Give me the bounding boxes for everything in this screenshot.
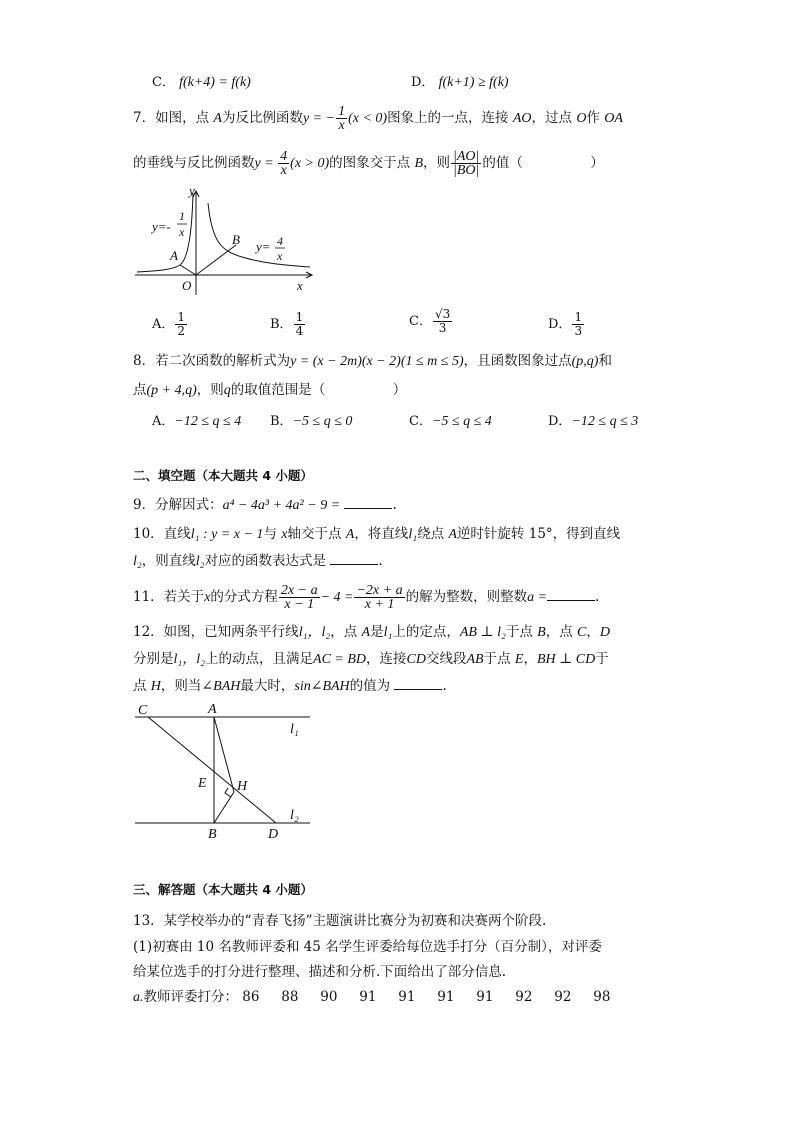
q13-teacher-scores: a.教师评委打分： 86 88 90 91 91 91 91 92 92 98 [133,988,615,1007]
right-hyperbola [208,203,310,267]
q13-line-1: 13．某学校举办的“青春飞扬”主题演讲比赛分为初赛和决赛两个阶段. [133,913,547,929]
right-curve-label: y= [256,239,271,254]
graph-origin-label: O [182,278,192,293]
q7-graph [132,183,322,298]
score-cell: 91 [476,989,494,1005]
fig-label-B: B [208,827,217,840]
fig-label-E: E [198,776,207,791]
q7-option-b[interactable]: B． $\frac{1}{4}$ [270,310,304,338]
q7-option-d[interactable]: D． $\frac{1}{3}$ [548,310,583,338]
q9-answer-blank[interactable] [344,496,392,509]
q12-answer-blank[interactable] [394,677,442,690]
section-2-title: 二、填空题（本大题共 4 小题） [133,468,313,483]
q7-frac-1-over-x: $\frac{1}{x}$ [338,104,346,133]
score-cell: 92 [515,989,533,1005]
q13-line-2: (1)初赛由 10 名教师评委和 45 名学生评委给每位选手打分（百分制），对评委 [133,939,602,955]
q10-answer-blank[interactable] [330,552,378,565]
q12-line-2: 分别是l₁，l₂上的动点，且满足AC = BD，连接CD交线段AB于点 E，BH ⊥ CD于 [133,651,609,667]
q9: 9．分解因式：a⁴ − 4a³ + 4a² − 9 = . [133,497,397,513]
q7-option-c[interactable]: C． $\frac{√3}{3}$ [409,307,451,335]
q7-ratio: $\frac{|AO|}{|BO|}$ [453,149,480,178]
fig-label-C: C [138,703,148,718]
q6-option-d[interactable]: D． f(k+1) ≥ f(k) [411,75,509,90]
fig-label-H: H [237,779,248,794]
score-cell: 86 [242,989,260,1005]
segment-OB [196,245,236,275]
q10-line-2: l₂，则直线l₂对应的函数表达式是 . [133,553,383,569]
q12-line-3: 点 H，则当∠BAH最大时，sin∠BAH的值为 . [133,678,447,694]
score-cell: 98 [593,989,611,1005]
q7-line-2: 的垂线与反比例函数y = $\frac{4}{x}$ (x > 0)的图象交于点 B，则 $\frac{|AO|}{|BO|}$ 的值（ ） [133,149,604,178]
score-cell: 91 [398,989,416,1005]
q7-frac-4-over-x: $\frac{4}{x}$ [280,149,288,178]
q8-line-2: 点(p + 4,q)，则q的取值范围是（ ） [133,382,407,398]
score-cell: 92 [554,989,572,1005]
score-cell: 88 [281,989,299,1005]
fig-label-l1: l₁ [290,722,299,737]
left-curve-num: 1 [179,209,185,223]
graph-point-B: B [232,232,240,247]
segment-CD [148,717,276,823]
fig-label-l2: l₂ [290,808,299,823]
q10-line-1: 10．直线l₁ : y = x − 1与 x轴交于点 A，将直线l₁绕点 A逆时针旋转 15°，得到直线 [133,526,621,542]
q8-option-c[interactable]: C．−5 ≤ q ≤ 4 [409,414,492,429]
graph-x-label: x [297,278,303,293]
section-3-title: 三、解答题（本大题共 4 小题） [133,882,313,897]
score-cell: 91 [437,989,455,1005]
q11: 11．若关于x的分式方程 $\frac{2x - a}{x - 1}$ − 4 = $\frac{-2x + a}{x + 1}$ 的解为整数，则整数a = . [133,583,600,612]
q8-option-b[interactable]: B．−5 ≤ q ≤ 0 [270,414,353,429]
score-cell: 91 [359,989,377,1005]
graph-point-A: A [170,248,178,263]
left-curve-label: y=- [152,219,171,234]
right-curve-num: 4 [277,234,283,248]
q7-line-1: 7．如图，点 A为反比例函数y = − $\frac{1}{x}$ (x < 0)图象上的一点，连接 AO，过点 O作 OA [133,104,623,133]
fig-label-A: A [208,702,217,717]
segment-AH [214,717,234,792]
q11-answer-blank[interactable] [547,588,595,601]
q13-line-3: 给某位选手的打分进行整理、描述和分析.下面给出了部分信息. [133,964,507,980]
left-curve-den: x [179,225,185,239]
right-curve-den: x [277,249,283,263]
q12-line-1: 12．如图，已知两条平行线l₁，l₂，点 A是l₁上的定点，AB ⊥ l₂于点 B，点 C，D [133,624,610,640]
score-cell: 90 [320,989,338,1005]
q7-option-a[interactable]: A． $\frac{1}{2}$ [152,310,186,338]
q8-option-a[interactable]: A．−12 ≤ q ≤ 4 [152,414,242,429]
q6-option-c[interactable]: C． f(k+4) = f(k) [152,75,251,90]
q12-figure [130,700,320,840]
q8-option-d[interactable]: D．−12 ≤ q ≤ 3 [548,414,639,429]
fig-label-D: D [268,827,279,840]
segment-AO [180,265,196,275]
graph-y-label: y [189,183,195,198]
right-angle-mark-H [225,788,231,797]
q8-line-1: 8．若二次函数的解析式为y = (x − 2m)(x − 2)(1 ≤ m ≤ 5)，且函数图象过点(p,q)和 [133,353,612,369]
